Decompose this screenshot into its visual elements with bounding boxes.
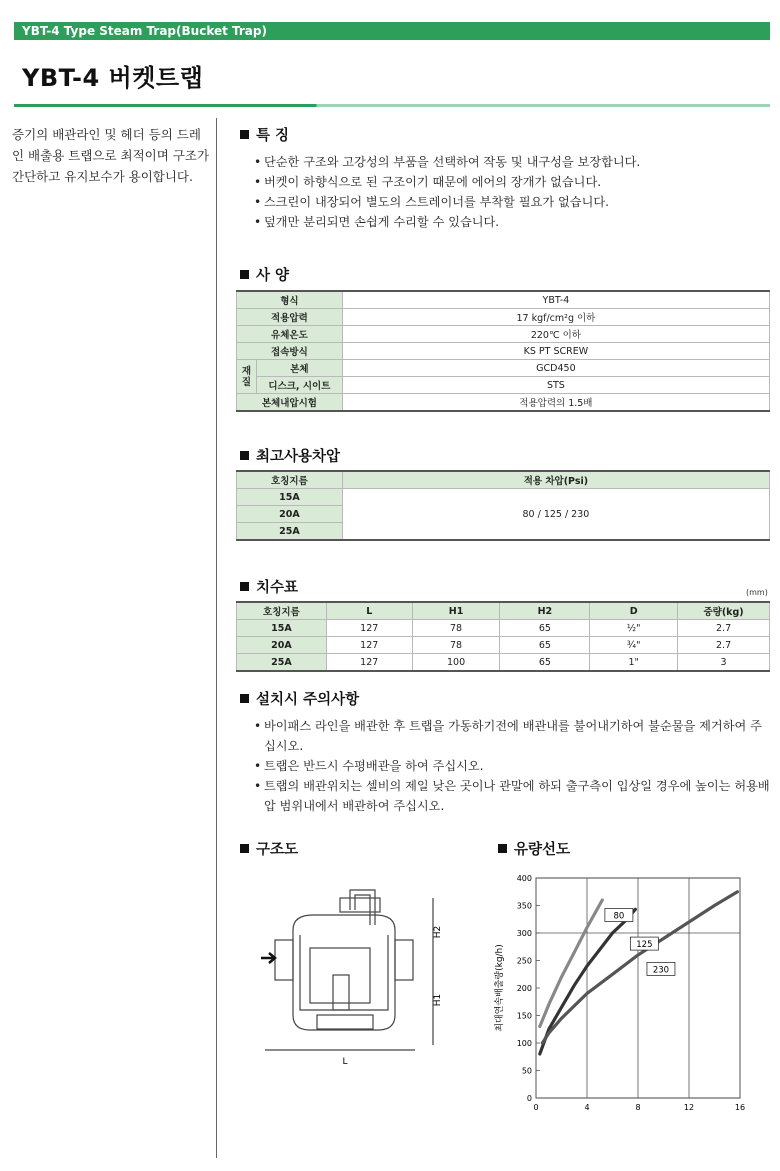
series-line-230 <box>542 892 737 1043</box>
square-bullet-icon <box>240 130 249 139</box>
spec-label: 본체 <box>256 360 342 377</box>
table-cell: 20A <box>237 637 327 654</box>
spec-value: GCD450 <box>342 360 769 377</box>
table-cell: 127 <box>326 654 412 672</box>
dim-label-l: L <box>342 1057 348 1067</box>
dim-label-h1: H1 <box>433 993 443 1007</box>
table-row <box>237 326 770 343</box>
valve-tube <box>350 890 375 925</box>
table-cell: 100 <box>412 654 500 672</box>
table-cell: 65 <box>500 637 590 654</box>
table-cell: 15A <box>237 620 327 637</box>
spec-value: STS <box>342 377 769 394</box>
table-cell: 127 <box>326 620 412 637</box>
dimensions-table <box>236 601 770 672</box>
unit-label: (mm) <box>746 588 768 597</box>
trap-body <box>293 915 395 1030</box>
col-header: H2 <box>500 602 590 620</box>
intro-text: 증기의 배관라인 및 헤더 등의 드레인 배출용 트랩으로 최적이며 구조가 간단하고 유지보수가 용이합니다. <box>12 127 210 184</box>
square-bullet-icon <box>240 844 249 853</box>
y-tick-label: 400 <box>516 874 532 883</box>
col-header: H1 <box>412 602 500 620</box>
table-cell: 3 <box>678 654 770 672</box>
table-row <box>237 377 770 394</box>
spec-value: 220℃ 이하 <box>342 326 769 343</box>
series-label: 125 <box>636 940 653 951</box>
bucket-stem <box>333 975 349 1010</box>
y-tick-label: 350 <box>516 901 532 911</box>
table-cell: 65 <box>500 620 590 637</box>
inlet-port <box>275 940 293 980</box>
bottom-plug <box>317 1015 373 1029</box>
y-axis-label: 최대연속배출량(kg/h) <box>495 944 505 1032</box>
spec-label: 본체내압시험 <box>237 394 343 412</box>
x-tick-label: 4 <box>584 1103 590 1112</box>
table-row <box>237 309 770 326</box>
table-cell: 78 <box>412 620 500 637</box>
product-title: YBT-4 버켓트랩 <box>22 64 204 92</box>
list-item: • 버켓이 하향식으로 된 구조이기 때문에 에어의 장개가 없습니다. <box>254 172 640 192</box>
y-tick-label: 150 <box>516 1011 532 1021</box>
y-tick-label: 100 <box>516 1039 532 1048</box>
flow-chart-heading: 유량선도 <box>498 838 570 859</box>
y-tick-label: 250 <box>516 956 532 966</box>
size-cell: 20A <box>237 506 343 523</box>
col-header: 호칭지름 <box>237 602 327 620</box>
spec-value: 17 kgf/cm²g 이하 <box>342 309 769 326</box>
spec-table <box>236 290 770 412</box>
outlet-port <box>395 940 413 980</box>
structure-drawing <box>255 880 455 1070</box>
cover <box>340 898 380 912</box>
spec-label: 형식 <box>237 291 343 309</box>
list-item: • 트랩은 반드시 수평배관을 하여 주십시오. <box>254 756 770 776</box>
list-item: • 바이패스 라인을 배관한 후 트랩을 가동하기전에 배관내를 불어내기하여 불순물을 제거하여 주십시오. <box>254 716 770 756</box>
spec-label: 유체온도 <box>237 326 343 343</box>
square-bullet-icon <box>240 582 249 591</box>
square-bullet-icon <box>240 694 249 703</box>
col-header: 호칭지름 <box>237 471 343 489</box>
y-tick-label: 300 <box>516 929 532 938</box>
table-row <box>237 654 770 672</box>
table-cell: 25A <box>237 654 327 672</box>
x-tick-label: 12 <box>683 1103 695 1112</box>
list-item: • 트랩의 배관위치는 셀비의 제일 낮은 곳이나 관말에 하되 출구측이 입상일 경우에 높이는 허용배압 범위내에서 배관하여 주십시오. <box>254 776 770 816</box>
installation-list <box>254 716 770 816</box>
flow-chart <box>488 866 758 1122</box>
table-cell: 65 <box>500 654 590 672</box>
max-pressure-table <box>236 470 770 541</box>
pressure-value: 80 / 125 / 230 <box>342 489 769 541</box>
table-header-row <box>237 471 770 489</box>
col-header: D <box>590 602 678 620</box>
spec-value: YBT-4 <box>342 291 769 309</box>
features-heading: 특 징 <box>240 124 289 145</box>
x-tick-label: 8 <box>635 1103 641 1112</box>
features-list <box>254 152 640 232</box>
table-row <box>237 620 770 637</box>
spec-heading: 사 양 <box>240 264 289 285</box>
square-bullet-icon <box>240 270 249 279</box>
spec-label: 적용압력 <box>237 309 343 326</box>
title-divider <box>14 104 770 107</box>
series-label: 80 <box>613 911 625 922</box>
table-header-row <box>237 602 770 620</box>
series-label: 230 <box>652 965 670 976</box>
size-cell: 25A <box>237 523 343 541</box>
list-item: • 단순한 구조와 고강성의 부품을 선택하여 작동 및 내구성을 보장합니다. <box>254 152 640 172</box>
material-label: 재 질 <box>237 360 257 394</box>
inner-chamber <box>300 935 388 1010</box>
table-row <box>237 394 770 412</box>
square-bullet-icon <box>498 844 507 853</box>
table-row <box>237 291 770 309</box>
table-cell: 2.7 <box>678 620 770 637</box>
category-bar: YBT-4 Type Steam Trap(Bucket Trap) <box>14 22 770 40</box>
y-tick-label: 0 <box>526 1094 532 1103</box>
column-divider <box>216 118 217 1158</box>
installation-heading: 설치시 주의사항 <box>240 688 359 709</box>
flow-arrow-icon <box>261 953 275 963</box>
table-cell: 2.7 <box>678 637 770 654</box>
spec-value: KS PT SCREW <box>342 343 769 360</box>
dim-label-h2: H2 <box>433 925 443 939</box>
table-cell: ½" <box>590 620 678 637</box>
x-tick-label: 0 <box>533 1103 539 1112</box>
table-row <box>237 637 770 654</box>
spec-label: 디스크, 시이트 <box>256 377 342 394</box>
spec-value: 적용압력의 1.5배 <box>342 394 769 412</box>
table-row <box>237 360 770 377</box>
y-tick-label: 50 <box>521 1066 532 1076</box>
col-header: 중량(kg) <box>678 602 770 620</box>
table-cell: 1" <box>590 654 678 672</box>
list-item: • 덮개만 분리되면 손쉽게 수리할 수 있습니다. <box>254 212 640 232</box>
table-row <box>237 343 770 360</box>
table-cell: 127 <box>326 637 412 654</box>
structure-heading: 구조도 <box>240 838 298 859</box>
table-cell: 78 <box>412 637 500 654</box>
list-item: • 스크린이 내장되어 별도의 스트레이너를 부착할 필요가 없습니다. <box>254 192 640 212</box>
table-row <box>237 489 770 506</box>
col-header: L <box>326 602 412 620</box>
table-cell: ¾" <box>590 637 678 654</box>
dimensions-heading: 치수표 <box>240 576 298 597</box>
size-cell: 15A <box>237 489 343 506</box>
spec-label: 접속방식 <box>237 343 343 360</box>
x-tick-label: 16 <box>734 1103 746 1112</box>
square-bullet-icon <box>240 451 249 460</box>
max-pressure-heading: 최고사용차압 <box>240 445 340 466</box>
col-header: 적용 차압(Psi) <box>342 471 769 489</box>
series-line-125 <box>540 909 636 1054</box>
y-tick-label: 200 <box>516 984 532 993</box>
